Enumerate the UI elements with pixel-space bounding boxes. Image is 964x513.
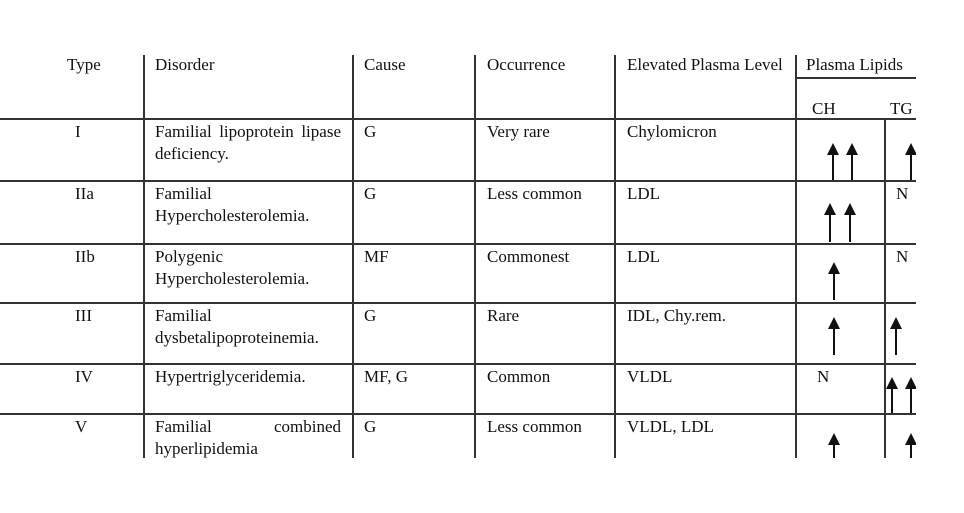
cell-type: III xyxy=(75,306,92,325)
header-type: Type xyxy=(67,55,101,74)
column-divider xyxy=(352,55,354,458)
cell-elevated: Chylomicron xyxy=(627,122,717,141)
cell-tg-text: N xyxy=(896,247,909,266)
cell-elevated: IDL, Chy.rem. xyxy=(627,306,726,325)
header-occurrence: Occurrence xyxy=(487,55,566,74)
cell-disorder: Hypertriglyceridemia. xyxy=(155,367,306,386)
cell-type: V xyxy=(75,417,88,436)
up-arrow-icon xyxy=(826,143,840,180)
up-arrow-icon xyxy=(827,262,841,300)
cell-cause: MF, G xyxy=(364,367,408,386)
cell-cause: MF xyxy=(364,247,389,266)
cell-occurrence: Rare xyxy=(487,306,520,325)
cell-occurrence: Commonest xyxy=(487,247,570,266)
cell-disorder: Familial dysbetalipoproteinemia. xyxy=(155,306,319,347)
header-cause: Cause xyxy=(364,55,406,74)
row-divider xyxy=(0,243,916,245)
column-divider xyxy=(884,118,886,458)
row-divider xyxy=(0,118,916,120)
cell-elevated: VLDL, LDL xyxy=(627,417,714,436)
cell-cause: G xyxy=(364,417,377,436)
up-arrow-icon xyxy=(827,433,841,458)
cell-occurrence: Less common xyxy=(487,417,582,436)
cell-type: IV xyxy=(75,367,93,386)
up-arrow-icon xyxy=(904,377,916,413)
cell-type: IIb xyxy=(75,247,95,266)
cell-elevated: VLDL xyxy=(627,367,673,386)
cell-occurrence: Very rare xyxy=(487,122,550,141)
cell-cause: G xyxy=(364,184,377,203)
divider xyxy=(795,77,916,79)
header-plasma-lipids: Plasma Lipids xyxy=(806,55,903,74)
up-arrow-icon xyxy=(827,317,841,355)
up-arrow-icon xyxy=(845,143,859,180)
column-divider xyxy=(474,55,476,458)
cell-occurrence: Less common xyxy=(487,184,582,203)
up-arrow-icon xyxy=(889,317,903,355)
cell-disorder: Polygenic Hypercholesterolemia. xyxy=(155,247,310,288)
header-disorder: Disorder xyxy=(155,55,215,74)
up-arrow-icon xyxy=(904,433,916,458)
header-ch: CH xyxy=(812,99,836,118)
header-elevated-plasma-level: Elevated Plasma Level xyxy=(627,55,783,74)
cell-type: IIa xyxy=(75,184,94,203)
column-divider xyxy=(795,55,797,458)
cell-disorder: Familial lipoprotein lipase deficiency. xyxy=(155,122,341,163)
cell-elevated: LDL xyxy=(627,247,661,266)
column-divider xyxy=(614,55,616,458)
cell-elevated: LDL xyxy=(627,184,661,203)
cell-cause: G xyxy=(364,122,377,141)
row-divider xyxy=(0,413,916,415)
row-divider xyxy=(0,180,916,182)
up-arrow-icon xyxy=(885,377,899,413)
column-divider xyxy=(143,55,145,458)
header-tg: TG xyxy=(890,99,913,118)
up-arrow-icon xyxy=(904,143,916,180)
cell-type: I xyxy=(75,122,81,141)
cell-ch-text: N xyxy=(817,367,830,386)
cell-disorder: Familial Hypercholesterolemia. xyxy=(155,184,310,225)
cell-tg-text: N xyxy=(896,184,909,203)
row-divider xyxy=(0,363,916,365)
cell-occurrence: Common xyxy=(487,367,551,386)
up-arrow-icon xyxy=(823,203,837,242)
up-arrow-icon xyxy=(843,203,857,242)
cell-disorder: Familial combined hyperlipidemia xyxy=(155,417,341,458)
row-divider xyxy=(0,302,916,304)
cell-cause: G xyxy=(364,306,377,325)
